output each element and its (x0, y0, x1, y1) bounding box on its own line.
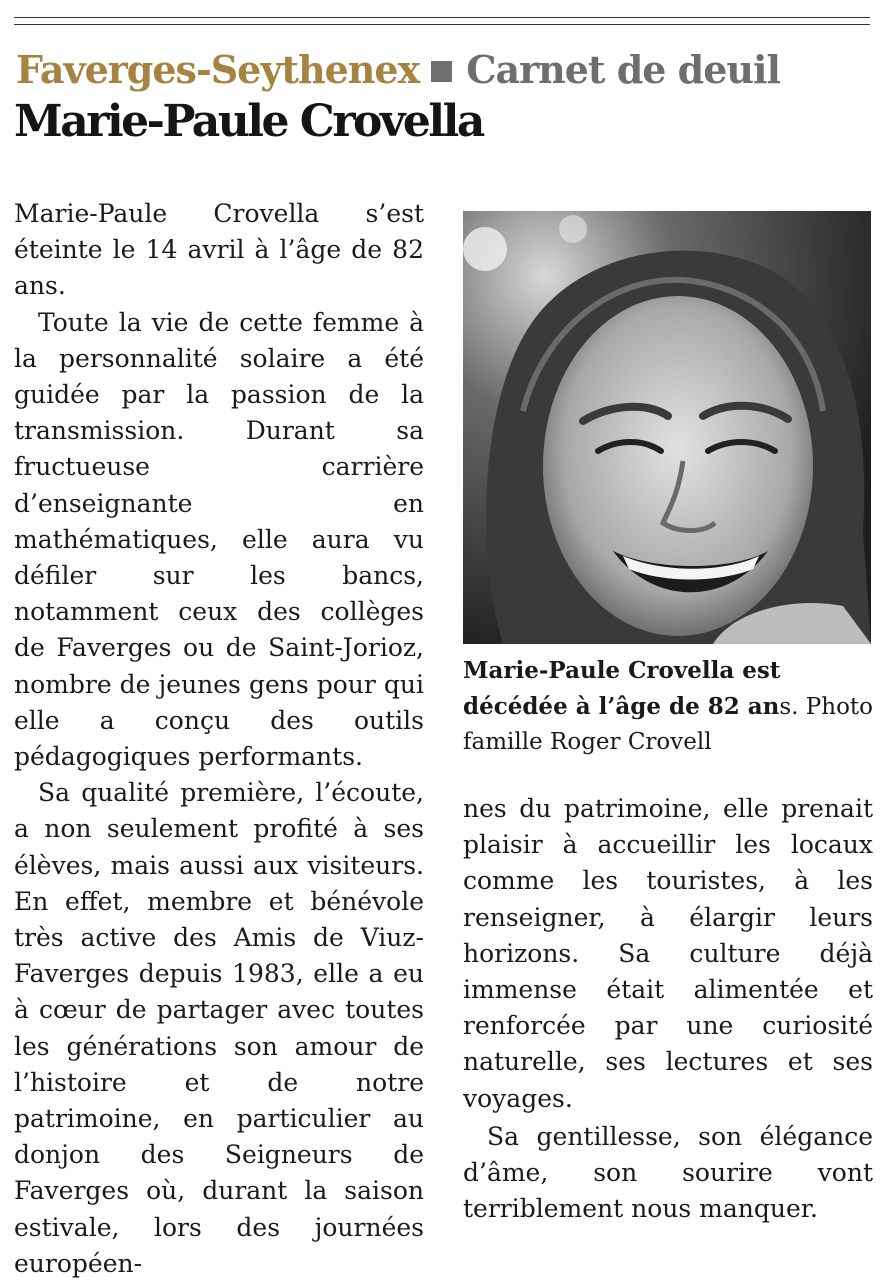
paragraph-3: Sa qualité première, l’écoute, a non seulement profité à ses élèves, mais aussi aux visiteurs. En effet, membre et bénévole très active des Amis de Viuz-Faverges depuis 1983, elle a eu à cœur de partager avec toutes les générations son amour de l’histoire et de notre patrimoine, en particulier au donjon des Seigneurs de Faverges où, durant la saison estivale, lors des journées européen- (14, 778, 424, 1278)
separator-square-icon (431, 61, 452, 82)
kicker (16, 44, 780, 96)
page-title: Marie-Paule Crovella (14, 96, 483, 147)
article-left-column (14, 196, 424, 1282)
article-right-column (463, 791, 873, 1227)
location-label: Faverges-Seythenex (16, 47, 420, 92)
paragraph-5: Sa gentillesse, son élégance d’âme, son sourire vont terriblement nous manquer. (463, 1121, 873, 1224)
caption-bold: Marie-Paule Crovella est décédée à l’âge de 82 an (463, 657, 781, 720)
rubric-label: Carnet de deuil (466, 47, 780, 92)
top-rule-second (14, 24, 870, 25)
top-rule (14, 17, 870, 18)
paragraph-2: Toute la vie de cette femme à la personnalité solaire a été guidée par la passion de la transmission. Durant sa fructueuse carrière d’enseignante en mathématiques, elle aura vu défiler sur les bancs, notamment ceux des collèges de Faverges ou de Saint-Jorioz, nombre de jeunes gens pour qui elle a conçu des outils pédagogiques performants. (14, 307, 424, 772)
photo-caption (463, 653, 873, 760)
paragraph-1: Marie-Paule Crovella s’est éteinte le 14 avril à l’âge de 82 ans. (14, 199, 424, 301)
paragraph-4: nes du patrimoine, elle prenait plaisir à accueillir les locaux comme les touristes, à les renseigner, à élargir leurs horizons. Sa culture déjà immense était alimentée et renforcée par une curiosité naturelle, ses lectures et ses voyages. (463, 794, 873, 1113)
caption-credit: s. Photo famille Roger Crovell (463, 694, 874, 755)
portrait-photo (463, 211, 871, 644)
